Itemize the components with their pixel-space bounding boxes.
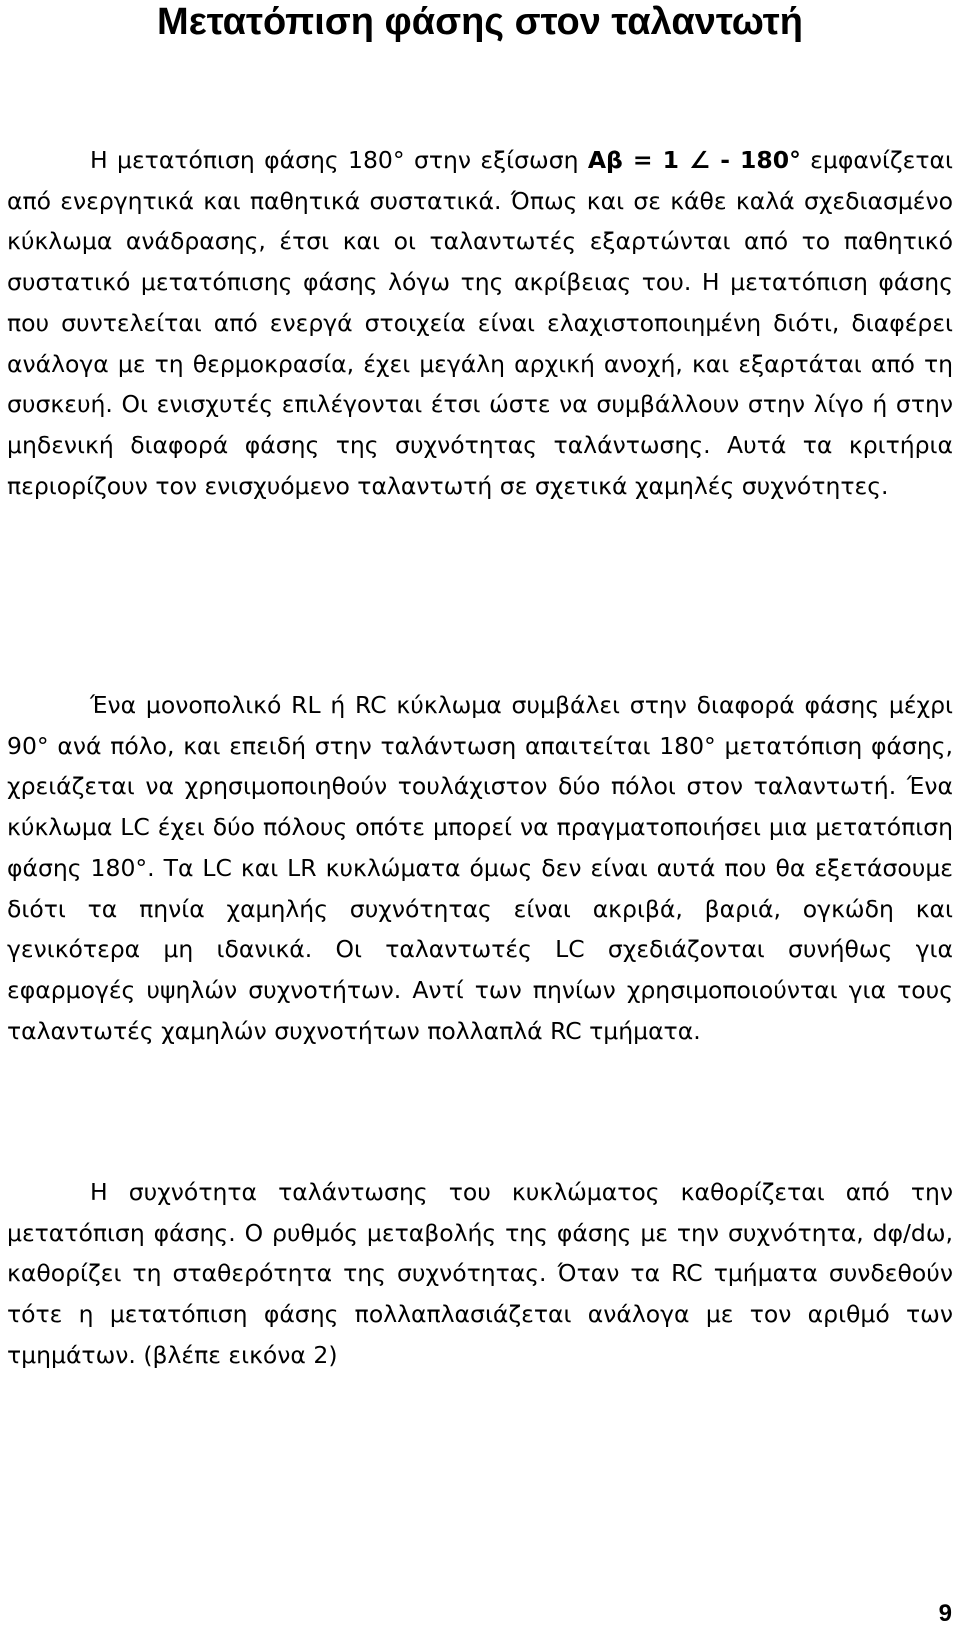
paragraph-1-text-before: Η μετατόπιση φάσης 180° στην εξίσωση	[90, 146, 588, 174]
paragraph-1	[7, 140, 953, 506]
equation: Αβ = 1 ∠ - 180°	[587, 146, 801, 174]
paragraph-1-text-after: εμφανίζεται από ενεργητικά και παθητικά συστατικά. Όπως και σε κάθε καλά σχεδιασμένο κύκλωμα ανάδρασης, έτσι και οι ταλαντωτές εξαρτώνται από το παθητικό συστατικό μετατόπισης φάσης λόγω της ακρίβειας του. Η μετατόπιση φάσης που συντελείται από ενεργά στοιχεία είναι ελαχιστοποιημένη διότι, διαφέρει ανάλογα με τη θερμοκρασία, έχει μεγάλη αρχική ανοχή, και εξαρτάται από τη συσκευή. Οι ενισχυτές επιλέγονται έτσι ώστε να συμβάλλουν στην λίγο ή στην μηδενική διαφορά φάσης της συχνότητας ταλάντωσης. Αυτά τα κριτήρια περιορίζουν τον ενισχυόμενο ταλαντωτή σε σχετικά χαμηλές συχνότητες.	[7, 146, 953, 500]
paragraph-3	[7, 1172, 953, 1376]
page-title: Μετατόπιση φάσης στον ταλαντωτή	[157, 1, 803, 43]
paragraph-3-text: Η συχνότητα ταλάντωσης του κυκλώματος καθορίζεται από την μετατόπιση φάσης. Ο ρυθμός μεταβολής της φάσης με την συχνότητα, dφ/dω, καθορίζει τη σταθερότητα της συχνότητας. Όταν τα RC τμήματα συνδεθούν τότε η μετατόπιση φάσης πολλαπλασιάζεται ανάλογα με τον αριθμό των τμημάτων. (βλέπε εικόνα 2)	[7, 1178, 953, 1369]
paragraph-2-text: Ένα μονοπολικό RL ή RC κύκλωμα συμβάλει στην διαφορά φάσης μέχρι 90° ανά πόλο, και επειδή στην ταλάντωση απαιτείται 180° μετατόπιση φάσης, χρειάζεται να χρησιμοποιηθούν τουλάχιστον δύο πόλοι στον ταλαντωτή. Ένα κύκλωμα LC έχει δύο πόλους οπότε μπορεί να πραγματοποιήσει μια μετατόπιση φάσης 180°. Τα LC και LR κυκλώματα όμως δεν είναι αυτά που θα εξετάσουμε διότι τα πηνία χαμηλής συχνότητας είναι ακριβά, βαριά, ογκώδη και γενικότερα μη ιδανικά. Οι ταλαντωτές LC σχεδιάζονται συνήθως για εφαρμογές υψηλών συχνοτήτων. Αντί των πηνίων χρησιμοποιούνται για τους ταλαντωτές χαμηλών συχνοτήτων πολλαπλά RC τμήματα.	[7, 691, 953, 1045]
page-number: 9	[938, 1600, 952, 1627]
paragraph-2	[7, 685, 953, 1051]
